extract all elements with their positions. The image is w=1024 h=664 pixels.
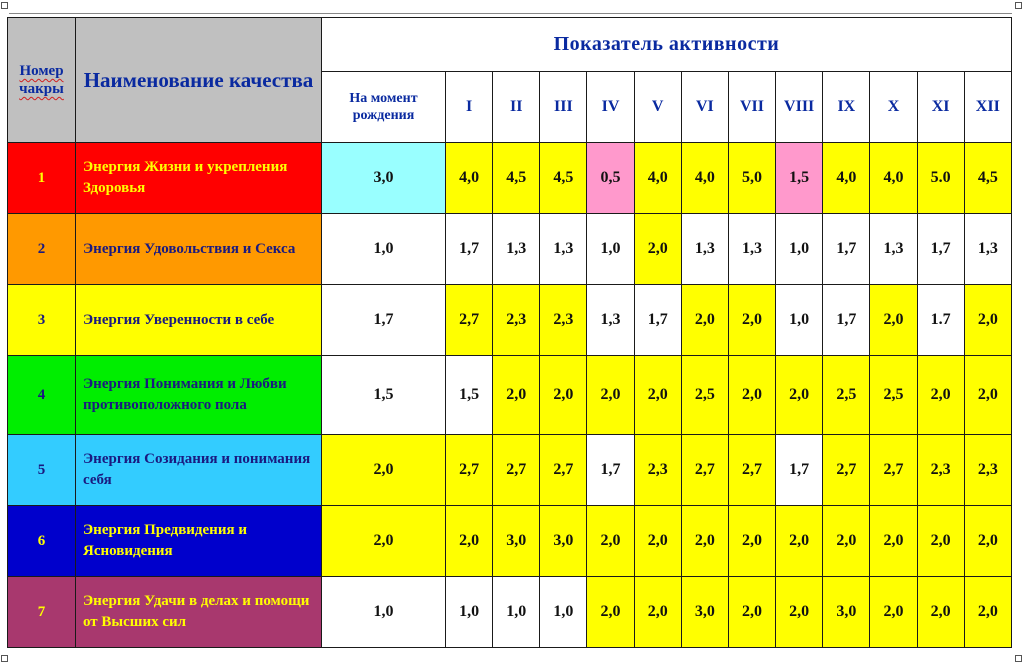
quality-name-cell: Энергия Жизни и укрепления Здоровья [76, 143, 322, 214]
activity-value-cell: 1,3 [728, 214, 775, 285]
quality-name-cell: Энергия Удовольствия и Секса [76, 214, 322, 285]
activity-value-cell: 2,7 [493, 435, 540, 506]
header-at-birth-text: На момент рождения [349, 91, 418, 123]
activity-value-cell: 5.0 [917, 143, 964, 214]
activity-value-cell: 2,3 [964, 435, 1011, 506]
header-period-9: IX [823, 72, 870, 143]
at-birth-value-cell: 1,7 [322, 285, 446, 356]
activity-value-cell: 2,0 [587, 356, 634, 435]
activity-value-cell: 2,7 [823, 435, 870, 506]
activity-value-cell: 1,7 [446, 214, 493, 285]
activity-value-cell: 2,5 [823, 356, 870, 435]
activity-value-cell: 4,0 [681, 143, 728, 214]
activity-value-cell: 2,7 [681, 435, 728, 506]
at-birth-value-cell: 1,0 [322, 577, 446, 648]
resize-handle-top-right[interactable] [1015, 2, 1022, 9]
header-period-12: XII [964, 72, 1011, 143]
chakra-activity-table [7, 17, 1012, 648]
activity-value-cell: 4,5 [540, 143, 587, 214]
activity-value-cell: 2,7 [870, 435, 917, 506]
header-period-4: IV [587, 72, 634, 143]
activity-value-cell: 2,0 [634, 214, 681, 285]
activity-value-cell: 2,0 [776, 577, 823, 648]
activity-value-cell: 2,0 [870, 577, 917, 648]
activity-value-cell: 1,5 [776, 143, 823, 214]
header-activity [322, 18, 1012, 72]
activity-value-cell: 1,0 [540, 577, 587, 648]
header-period-8: VIII [776, 72, 823, 143]
activity-value-cell: 1,7 [823, 285, 870, 356]
activity-value-cell: 2,0 [446, 506, 493, 577]
header-period-6: VI [681, 72, 728, 143]
activity-value-cell: 2,0 [917, 356, 964, 435]
header-activity-text: Показатель активности [553, 33, 780, 55]
activity-value-cell: 2,0 [917, 577, 964, 648]
activity-value-cell: 4,5 [493, 143, 540, 214]
activity-value-cell: 2,0 [964, 577, 1011, 648]
activity-value-cell: 2,0 [634, 356, 681, 435]
header-quality-name-text: Наименование качества [83, 68, 314, 92]
activity-value-cell: 2,0 [917, 506, 964, 577]
chakra-number-cell: 2 [8, 214, 76, 285]
activity-value-cell: 2,7 [728, 435, 775, 506]
resize-handle-top-left[interactable] [1, 2, 8, 9]
chakra-number-cell: 4 [8, 356, 76, 435]
activity-value-cell: 2,5 [681, 356, 728, 435]
activity-value-cell: 3,0 [493, 506, 540, 577]
activity-value-cell: 1,7 [634, 285, 681, 356]
activity-value-cell: 2,0 [776, 506, 823, 577]
activity-value-cell: 2,0 [823, 506, 870, 577]
header-period-11: XI [917, 72, 964, 143]
activity-value-cell: 1,3 [964, 214, 1011, 285]
chakra-number-cell: 6 [8, 506, 76, 577]
at-birth-value-cell: 3,0 [322, 143, 446, 214]
activity-value-cell: 1,3 [493, 214, 540, 285]
activity-value-cell: 2,0 [587, 506, 634, 577]
activity-value-cell: 2,0 [964, 356, 1011, 435]
activity-value-cell: 2,0 [634, 506, 681, 577]
table-row [8, 356, 1012, 435]
activity-value-cell: 4,0 [870, 143, 917, 214]
chakra-number-cell: 1 [8, 143, 76, 214]
activity-value-cell: 2,0 [728, 356, 775, 435]
activity-value-cell: 2,7 [446, 435, 493, 506]
activity-value-cell: 3,0 [540, 506, 587, 577]
activity-value-cell: 2,0 [728, 506, 775, 577]
table-row [8, 143, 1012, 214]
top-border-line [9, 13, 1012, 14]
table-row [8, 214, 1012, 285]
activity-value-cell: 1,5 [446, 356, 493, 435]
header-period-7: VII [728, 72, 775, 143]
table-row [8, 435, 1012, 506]
table-body [8, 18, 1012, 648]
activity-value-cell: 3,0 [681, 577, 728, 648]
activity-value-cell: 2,7 [446, 285, 493, 356]
activity-value-cell: 1,7 [776, 435, 823, 506]
header-quality-name [76, 18, 322, 143]
table-row [8, 577, 1012, 648]
activity-value-cell: 2,7 [540, 435, 587, 506]
quality-name-cell: Энергия Предвидения и Ясновидения [76, 506, 322, 577]
activity-value-cell: 2,0 [964, 506, 1011, 577]
activity-value-cell: 3,0 [823, 577, 870, 648]
activity-value-cell: 1,3 [540, 214, 587, 285]
header-chakra-number [8, 18, 76, 143]
activity-value-cell: 0,5 [587, 143, 634, 214]
header-period-3: III [540, 72, 587, 143]
at-birth-value-cell: 1,0 [322, 214, 446, 285]
header-row-top [8, 18, 1012, 72]
quality-name-cell: Энергия Понимания и Любви противоположного пола [76, 356, 322, 435]
at-birth-value-cell: 1,5 [322, 356, 446, 435]
activity-value-cell: 2,0 [681, 285, 728, 356]
activity-value-cell: 1,3 [870, 214, 917, 285]
resize-handle-bottom-right[interactable] [1015, 655, 1022, 662]
activity-value-cell: 2,3 [917, 435, 964, 506]
header-period-10: X [870, 72, 917, 143]
activity-value-cell: 2,0 [776, 356, 823, 435]
header-period-2: II [493, 72, 540, 143]
header-period-1: I [446, 72, 493, 143]
activity-value-cell: 1,3 [681, 214, 728, 285]
chakra-number-cell: 5 [8, 435, 76, 506]
header-at-birth [322, 72, 446, 143]
activity-value-cell: 2,3 [634, 435, 681, 506]
activity-value-cell: 2,0 [493, 356, 540, 435]
quality-name-cell: Энергия Созидания и понимания себя [76, 435, 322, 506]
activity-value-cell: 2,0 [870, 285, 917, 356]
header-chakra-number-text: Номер чакры [19, 63, 64, 97]
activity-value-cell: 1,7 [917, 214, 964, 285]
activity-value-cell: 1,0 [493, 577, 540, 648]
activity-value-cell: 1,0 [776, 285, 823, 356]
at-birth-value-cell: 2,0 [322, 435, 446, 506]
activity-value-cell: 4,0 [823, 143, 870, 214]
activity-value-cell: 2,0 [870, 506, 917, 577]
activity-value-cell: 1,0 [446, 577, 493, 648]
activity-value-cell: 4,0 [634, 143, 681, 214]
activity-value-cell: 1.7 [917, 285, 964, 356]
activity-value-cell: 1,7 [587, 435, 634, 506]
activity-value-cell: 2,0 [634, 577, 681, 648]
activity-value-cell: 2,5 [870, 356, 917, 435]
activity-value-cell: 2,0 [540, 356, 587, 435]
at-birth-value-cell: 2,0 [322, 506, 446, 577]
activity-value-cell: 1,7 [823, 214, 870, 285]
activity-value-cell: 1,3 [587, 285, 634, 356]
activity-value-cell: 4,5 [964, 143, 1011, 214]
resize-handle-bottom-left[interactable] [1, 655, 8, 662]
activity-value-cell: 2,0 [587, 577, 634, 648]
quality-name-cell: Энергия Удачи в делах и помощи от Высших сил [76, 577, 322, 648]
activity-value-cell: 5,0 [728, 143, 775, 214]
activity-value-cell: 2,3 [493, 285, 540, 356]
chakra-number-cell: 3 [8, 285, 76, 356]
quality-name-cell: Энергия Уверенности в себе [76, 285, 322, 356]
activity-value-cell: 4,0 [446, 143, 493, 214]
activity-value-cell: 1,0 [776, 214, 823, 285]
chakra-number-cell: 7 [8, 577, 76, 648]
activity-value-cell: 2,0 [728, 285, 775, 356]
activity-value-cell: 2,0 [681, 506, 728, 577]
table-row [8, 506, 1012, 577]
activity-value-cell: 1,0 [587, 214, 634, 285]
activity-value-cell: 2,0 [964, 285, 1011, 356]
activity-value-cell: 2,3 [540, 285, 587, 356]
activity-value-cell: 2,0 [728, 577, 775, 648]
header-period-5: V [634, 72, 681, 143]
table-row [8, 285, 1012, 356]
